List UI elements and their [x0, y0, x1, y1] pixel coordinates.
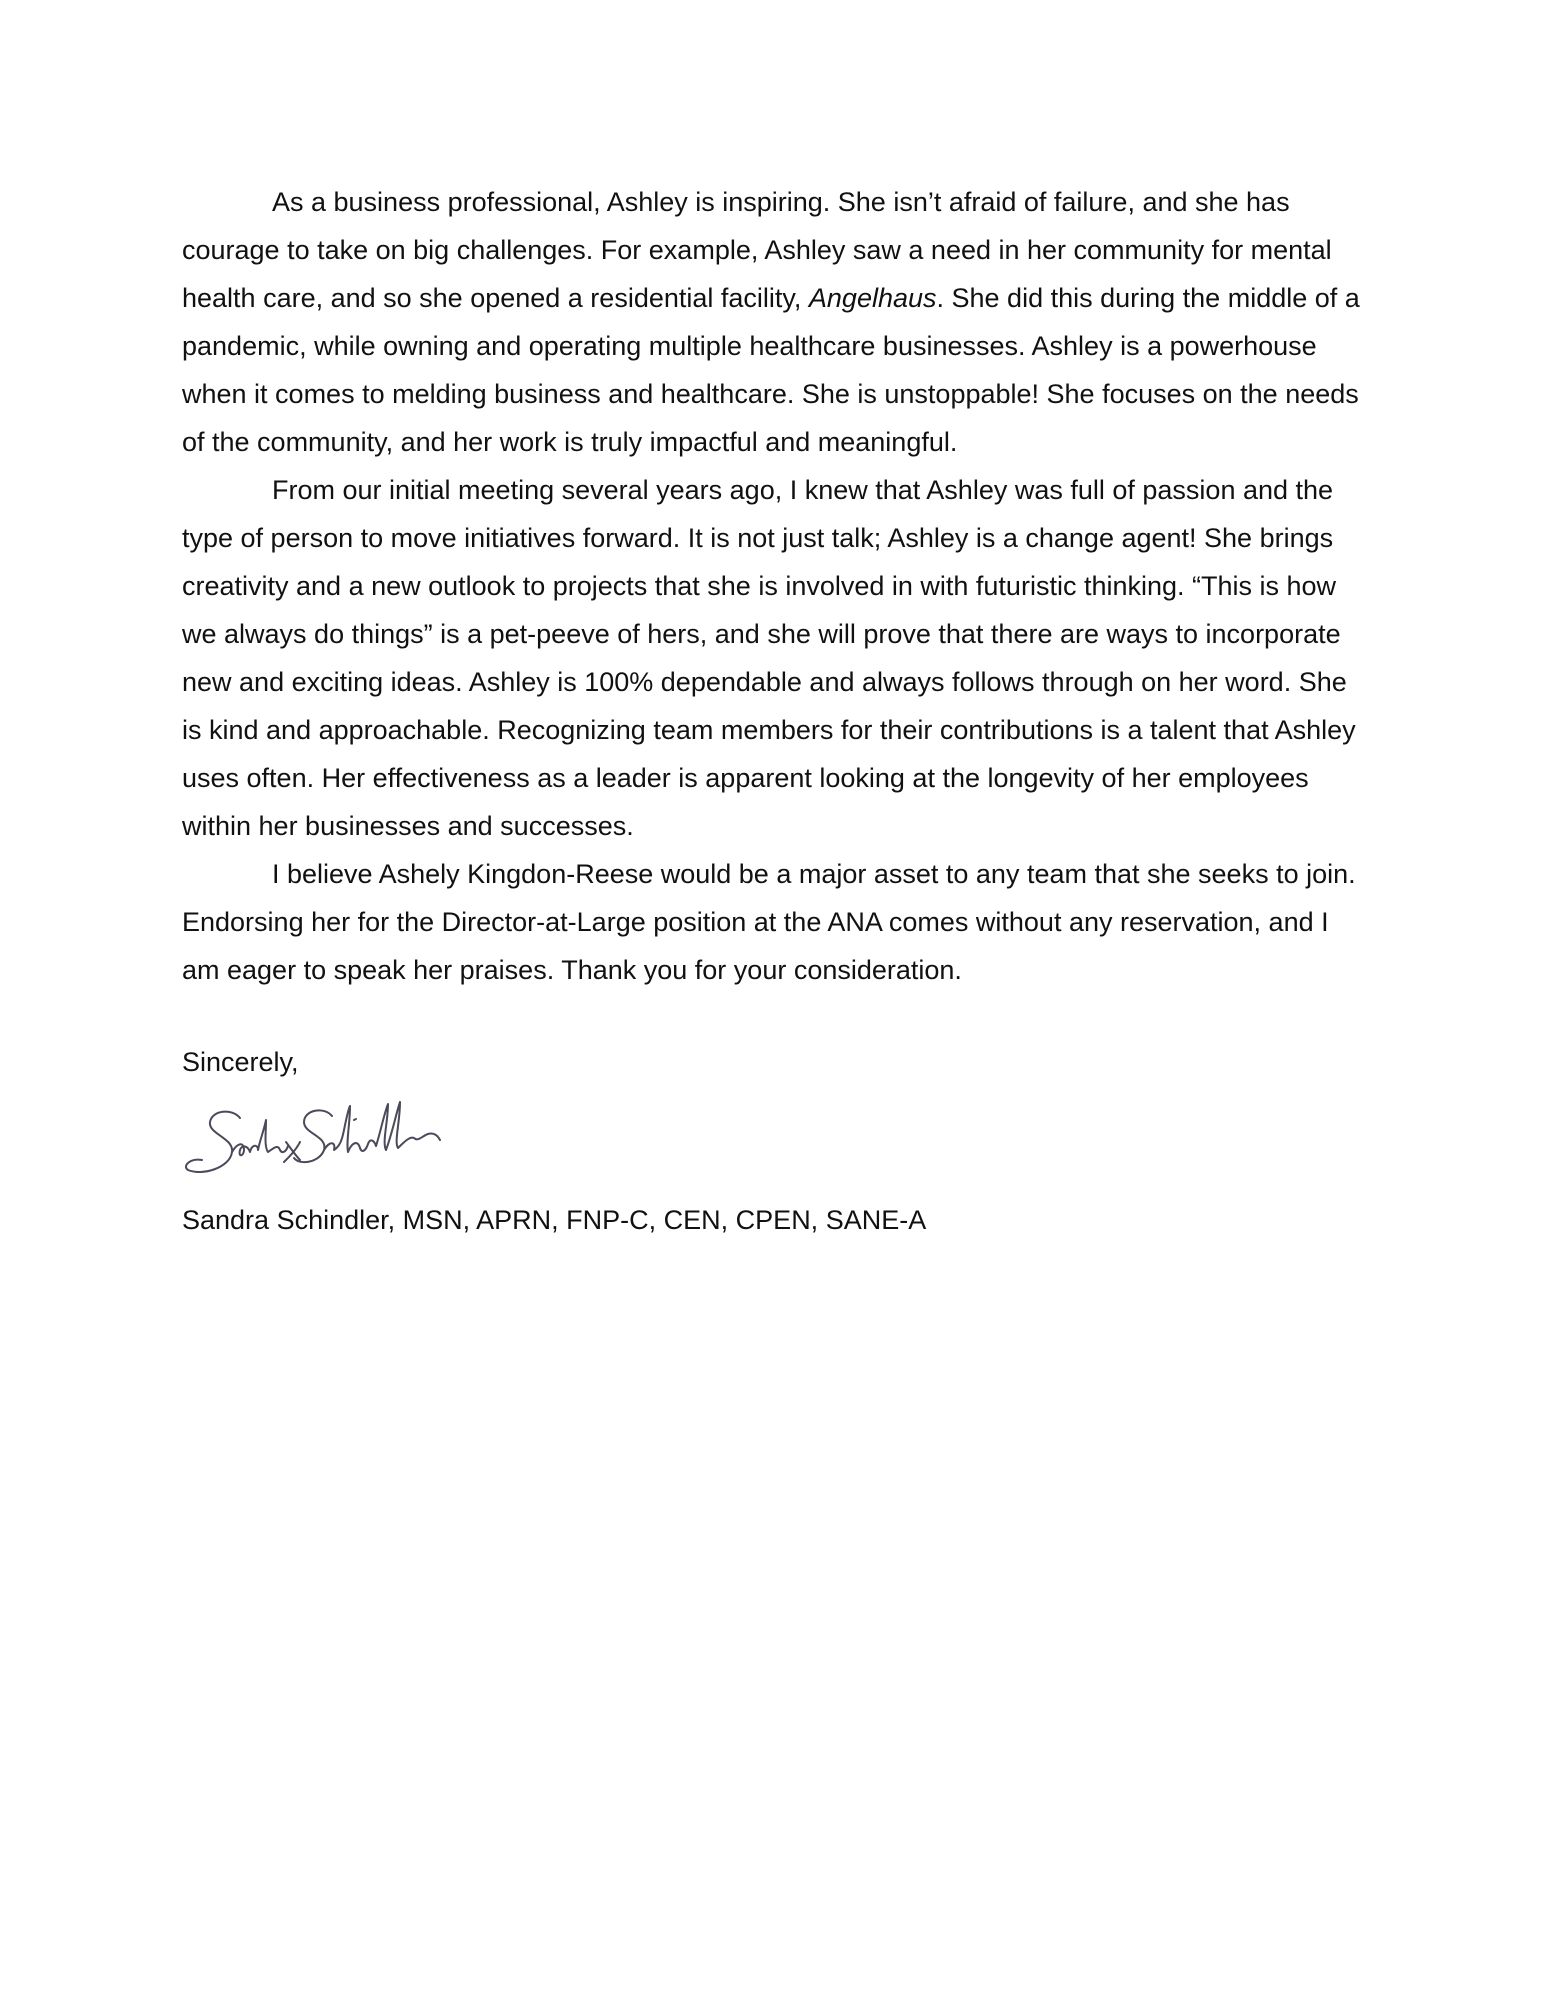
- paragraph-1: [182, 178, 1362, 466]
- closing-salutation: Sincerely,: [182, 1047, 299, 1077]
- handwritten-signature: [182, 1090, 512, 1190]
- paragraph-1-text-b: . She did this during the middle of a pandemic, while owning and operating multiple healthcare businesses. Ashley is a powerhouse when it comes to melding business and healthcare. She is unstoppable! She focuses on the needs of the community, and her work is truly impactful and meaningful.: [182, 283, 1360, 457]
- paragraph-3: I believe Ashely Kingdon-Reese would be a major asset to any team that she seeks to join. Endorsing her for the Director-at-Large position at the ANA comes without any reservation, and I am eager to speak her praises. Thank you for your consideration.: [182, 859, 1356, 985]
- paragraph-1-text-a: As a business professional, Ashley is inspiring. She isn’t afraid of failure, and she has courage to take on big challenges. For example, Ashley saw a need in her community for mental health care, and so she opened a residential facility,: [182, 187, 1332, 313]
- paragraph-2: From our initial meeting several years ago, I knew that Ashley was full of passion and the type of person to move initiatives forward. It is not just talk; Ashley is a change agent! She brings creativity and a new outlook to projects that she is involved in with futuristic thinking. “This is how we always do things” is a pet-peeve of hers, and she will prove that there are ways to incorporate new and exciting ideas. Ashley is 100% dependable and always follows through on her word. She is kind and approachable. Recognizing team members for their contributions is a talent that Ashley uses often. Her effectiveness as a leader is apparent looking at the longevity of her employees within her businesses and successes.: [182, 475, 1356, 841]
- signer-name-credentials: Sandra Schindler, MSN, APRN, FNP-C, CEN, CPEN, SANE-A: [182, 1205, 927, 1235]
- letter-body: [182, 178, 1362, 994]
- facility-name: Angelhaus: [808, 283, 937, 313]
